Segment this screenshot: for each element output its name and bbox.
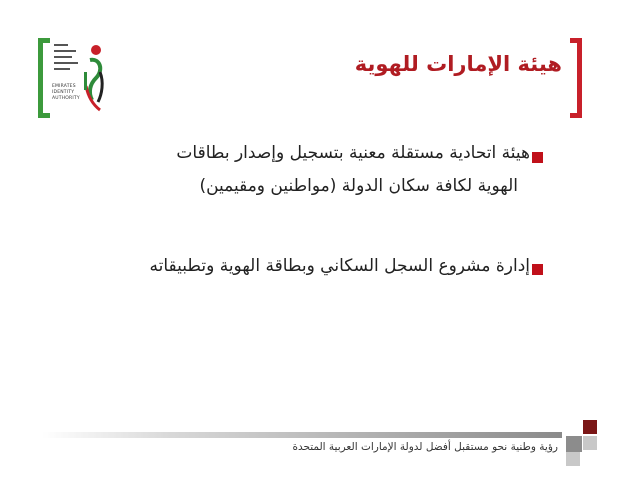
logo-emblem-icon [78, 42, 108, 116]
left-bracket-decoration [38, 38, 50, 118]
slide-title: هيئة الإمارات للهوية [354, 52, 562, 76]
bullet-square-icon [532, 152, 543, 163]
footer-square-decoration [566, 452, 580, 466]
footer-square-decoration [583, 420, 597, 434]
bullet-1-line-1: هيئة اتحادية مستقلة معنية بتسجيل وإصدار بطاقات [176, 143, 530, 163]
logo-word: EMIRATES [52, 84, 76, 89]
right-bracket-decoration [570, 38, 582, 118]
bullet-square-icon [532, 264, 543, 275]
footer-gradient-bar [42, 432, 562, 438]
bullet-2-line-1: إدارة مشروع السجل السكاني وبطاقة الهوية وتطبيقاته [149, 256, 530, 276]
bullet-1-line-2: الهوية لكافة سكان الدولة (مواطنين ومقيمين) [199, 176, 518, 196]
footer-square-decoration [566, 436, 582, 452]
footer-square-decoration [583, 436, 597, 450]
logo-word: IDENTITY [52, 90, 75, 95]
emirates-identity-authority-logo [52, 40, 108, 116]
logo-word: AUTHORITY [52, 96, 80, 101]
footer-slogan: رؤية وطنية نحو مستقبل أفضل لدولة الإمارات العربية المتحدة [292, 441, 558, 453]
logo-english-text [52, 84, 80, 102]
